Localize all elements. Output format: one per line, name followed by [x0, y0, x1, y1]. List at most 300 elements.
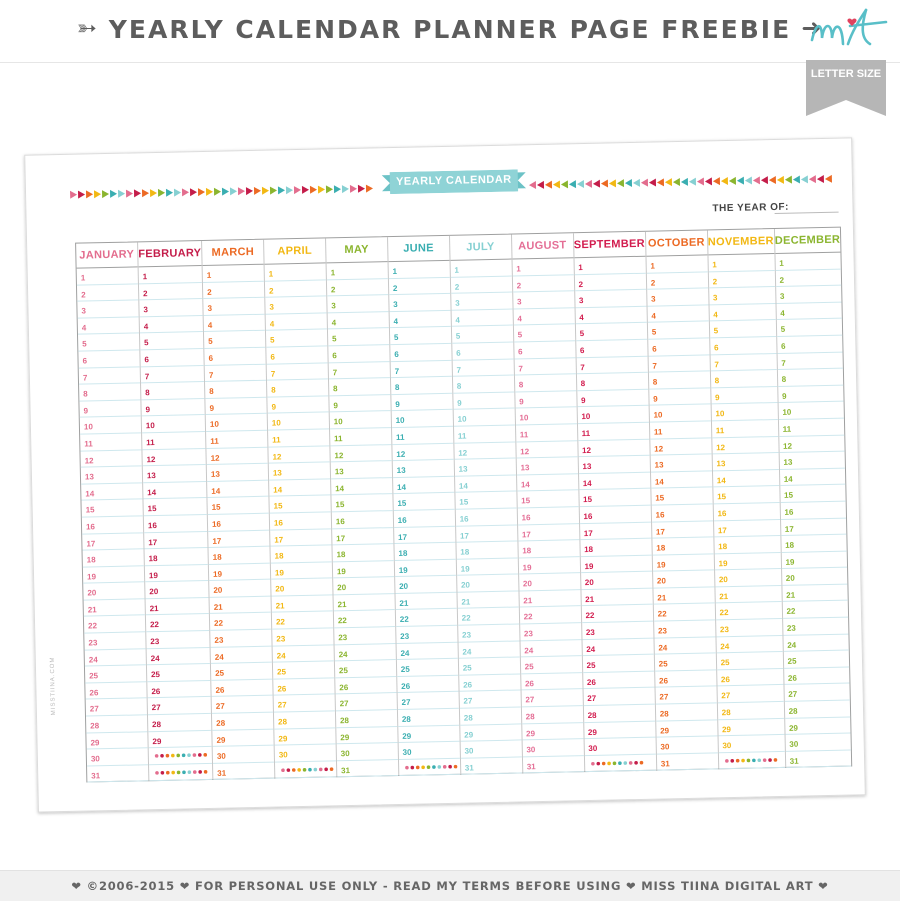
day-cell[interactable]: 25	[147, 664, 210, 682]
day-cell[interactable]: 5	[575, 323, 646, 341]
day-cell[interactable]: 21	[519, 590, 580, 608]
day-cell[interactable]: 19	[209, 563, 270, 581]
day-cell[interactable]: 24	[582, 638, 653, 656]
day-cell[interactable]: 18	[144, 548, 207, 566]
day-cell[interactable]: 24	[273, 645, 334, 663]
day-cell[interactable]: 6	[266, 346, 327, 364]
day-cell[interactable]: 23	[582, 622, 653, 640]
day-cell[interactable]: 28	[148, 714, 211, 732]
day-cell[interactable]: 23	[84, 632, 145, 650]
day-cell[interactable]: 16	[713, 503, 779, 521]
day-cell[interactable]: 4	[327, 312, 388, 330]
day-cell[interactable]: 7	[710, 354, 776, 372]
day-cell[interactable]: 25	[655, 654, 716, 672]
day-cell[interactable]: 27	[335, 693, 396, 711]
day-cell[interactable]: 6	[576, 340, 647, 358]
day-cell[interactable]: 20	[782, 568, 848, 586]
day-cell[interactable]: 31	[461, 757, 522, 775]
day-cell[interactable]: 25	[459, 658, 520, 676]
day-cell[interactable]: 12	[650, 438, 711, 456]
day-cell[interactable]: 18	[209, 547, 270, 565]
day-cell[interactable]: 6	[710, 337, 776, 355]
day-cell[interactable]: 29	[336, 727, 397, 745]
day-cell[interactable]: 31	[657, 753, 718, 771]
day-cell[interactable]: 5	[390, 327, 451, 345]
day-cell[interactable]: 22	[210, 613, 271, 631]
day-cell[interactable]: 30	[785, 734, 851, 752]
day-cell[interactable]: 26	[655, 670, 716, 688]
day-cell[interactable]: 2	[327, 279, 388, 297]
day-cell[interactable]: 30	[337, 743, 398, 761]
day-cell[interactable]: 23	[334, 627, 395, 645]
day-cell[interactable]: 12	[392, 443, 453, 461]
day-cell[interactable]: 13	[650, 455, 711, 473]
day-cell[interactable]: 4	[266, 313, 327, 331]
day-cell[interactable]: 13	[779, 452, 845, 470]
day-cell[interactable]: 2	[708, 271, 774, 289]
day-cell[interactable]: 17	[456, 525, 517, 543]
day-cell[interactable]: 8	[205, 381, 266, 399]
day-cell[interactable]: 11	[142, 432, 205, 450]
day-cell[interactable]: 16	[82, 516, 143, 534]
day-cell[interactable]: 9	[453, 392, 514, 410]
day-cell[interactable]: 16	[517, 507, 578, 525]
day-cell[interactable]: 3	[513, 291, 574, 309]
day-cell[interactable]: 20	[395, 576, 456, 594]
day-cell[interactable]: 12	[578, 439, 649, 457]
day-cell[interactable]: 23	[458, 625, 519, 643]
day-cell[interactable]: 5	[776, 319, 842, 337]
day-cell[interactable]: 6	[78, 350, 139, 368]
day-cell[interactable]: 20	[519, 573, 580, 591]
day-cell[interactable]: 26	[459, 674, 520, 692]
day-cell[interactable]: 29	[274, 728, 335, 746]
day-cell[interactable]: 17	[332, 528, 393, 546]
day-cell[interactable]: 12	[268, 446, 329, 464]
day-cell[interactable]: 5	[648, 322, 709, 340]
day-cell[interactable]: 25	[582, 655, 653, 673]
day-cell[interactable]: 25	[335, 660, 396, 678]
day-cell[interactable]: 4	[513, 308, 574, 326]
day-cell[interactable]: 28	[784, 701, 850, 719]
day-cell[interactable]: 20	[715, 569, 781, 587]
day-cell[interactable]: 12	[779, 435, 845, 453]
day-cell[interactable]: 3	[327, 295, 388, 313]
day-cell[interactable]: 4	[204, 315, 265, 333]
day-cell[interactable]: 29	[522, 723, 583, 741]
day-cell[interactable]: 26	[335, 677, 396, 695]
day-cell[interactable]: 27	[148, 697, 211, 715]
day-cell[interactable]: 2	[451, 276, 512, 294]
day-cell[interactable]: 27	[521, 690, 582, 708]
day-cell[interactable]: 6	[514, 341, 575, 359]
day-cell[interactable]: 1	[450, 260, 511, 278]
day-cell[interactable]: 11	[516, 424, 577, 442]
day-cell[interactable]: 17	[518, 524, 579, 542]
day-cell[interactable]: 26	[211, 679, 272, 697]
day-cell[interactable]: 14	[517, 474, 578, 492]
day-cell[interactable]: 16	[780, 502, 846, 520]
day-cell[interactable]: 19	[457, 558, 518, 576]
day-cell[interactable]: 15	[393, 493, 454, 511]
day-cell[interactable]: 8	[267, 380, 328, 398]
day-cell[interactable]: 9	[391, 394, 452, 412]
day-cell[interactable]: 14	[207, 480, 268, 498]
day-cell[interactable]: 6	[648, 338, 709, 356]
day-cell[interactable]: 18	[332, 544, 393, 562]
day-cell[interactable]: 16	[332, 511, 393, 529]
day-cell[interactable]: 17	[394, 526, 455, 544]
day-cell[interactable]: 10	[142, 415, 205, 433]
day-cell[interactable]: 4	[451, 309, 512, 327]
day-cell[interactable]: 27	[717, 685, 783, 703]
day-cell[interactable]: 22	[782, 601, 848, 619]
day-cell[interactable]: 1	[512, 258, 573, 276]
day-cell[interactable]: 11	[454, 425, 515, 443]
day-cell[interactable]: 21	[84, 599, 145, 617]
day-cell[interactable]: 10	[778, 402, 844, 420]
day-cell[interactable]: 15	[579, 489, 650, 507]
day-cell[interactable]: 22	[396, 609, 457, 627]
day-cell[interactable]: 10	[515, 408, 576, 426]
day-cell[interactable]: 8	[391, 377, 452, 395]
day-cell[interactable]: 15	[780, 485, 846, 503]
day-cell[interactable]: 2	[775, 269, 841, 287]
day-cell[interactable]: 9	[649, 388, 710, 406]
day-cell[interactable]: 7	[514, 358, 575, 376]
day-cell[interactable]: 27	[212, 696, 273, 714]
day-cell[interactable]: 10	[577, 406, 648, 424]
day-cell[interactable]: 24	[85, 649, 146, 667]
day-cell[interactable]: 19	[652, 554, 713, 572]
day-cell[interactable]: 7	[452, 359, 513, 377]
day-cell[interactable]: 21	[210, 597, 271, 615]
day-cell[interactable]: 7	[205, 364, 266, 382]
day-cell[interactable]: 19	[145, 565, 208, 583]
day-cell[interactable]: 2	[203, 281, 264, 299]
day-cell[interactable]: 19	[271, 562, 332, 580]
day-cell[interactable]: 7	[79, 367, 140, 385]
day-cell[interactable]: 24	[211, 646, 272, 664]
day-cell[interactable]: 6	[140, 349, 203, 367]
day-cell[interactable]: 8	[141, 382, 204, 400]
day-cell[interactable]: 18	[456, 542, 517, 560]
day-cell[interactable]: 3	[709, 287, 775, 305]
day-cell[interactable]: 1	[646, 255, 707, 273]
day-cell[interactable]: 16	[208, 514, 269, 532]
day-cell[interactable]: 26	[521, 673, 582, 691]
day-cell[interactable]: 27	[86, 699, 147, 717]
day-cell[interactable]: 18	[580, 539, 651, 557]
day-cell[interactable]: 23	[654, 620, 715, 638]
day-cell[interactable]: 14	[579, 472, 650, 490]
day-cell[interactable]: 13	[393, 460, 454, 478]
day-cell[interactable]: 22	[146, 614, 209, 632]
day-cell[interactable]: 14	[651, 471, 712, 489]
day-cell[interactable]: 8	[515, 374, 576, 392]
day-cell[interactable]: 5	[266, 330, 327, 348]
day-cell[interactable]: 14	[269, 479, 330, 497]
day-cell[interactable]: 1	[775, 253, 841, 271]
day-cell[interactable]: 2	[513, 275, 574, 293]
day-cell[interactable]: 27	[784, 684, 850, 702]
day-cell[interactable]: 22	[519, 607, 580, 625]
day-cell[interactable]: 24	[783, 634, 849, 652]
day-cell[interactable]: 15	[143, 498, 206, 516]
day-cell[interactable]: 19	[580, 555, 651, 573]
day-cell[interactable]: 13	[712, 453, 778, 471]
day-cell[interactable]: 26	[583, 671, 654, 689]
day-cell[interactable]: 20	[209, 580, 270, 598]
day-cell[interactable]: 11	[392, 427, 453, 445]
day-cell[interactable]: 29	[460, 724, 521, 742]
day-cell[interactable]: 22	[715, 602, 781, 620]
day-cell[interactable]: 28	[583, 705, 654, 723]
year-of-line[interactable]	[775, 212, 839, 214]
day-cell[interactable]: 18	[394, 543, 455, 561]
day-cell[interactable]: 8	[453, 376, 514, 394]
day-cell[interactable]: 13	[207, 464, 268, 482]
day-cell[interactable]: 1	[139, 266, 202, 284]
day-cell[interactable]: 7	[777, 352, 843, 370]
day-cell[interactable]: 6	[390, 344, 451, 362]
day-cell[interactable]: 3	[451, 293, 512, 311]
day-cell[interactable]: 15	[651, 488, 712, 506]
day-cell[interactable]: 25	[211, 663, 272, 681]
day-cell[interactable]: 2	[574, 273, 645, 291]
day-cell[interactable]: 14	[780, 468, 846, 486]
day-cell[interactable]: 28	[522, 706, 583, 724]
day-cell[interactable]: 30	[275, 745, 336, 763]
day-cell[interactable]: 15	[81, 500, 142, 518]
day-cell[interactable]: 18	[714, 536, 780, 554]
day-cell[interactable]: 5	[140, 332, 203, 350]
day-cell[interactable]: 27	[583, 688, 654, 706]
day-cell[interactable]: 6	[204, 348, 265, 366]
day-cell[interactable]: 29	[148, 731, 211, 749]
day-cell[interactable]: 8	[649, 372, 710, 390]
day-cell[interactable]: 11	[268, 429, 329, 447]
day-cell[interactable]: 23	[716, 619, 782, 637]
day-cell[interactable]: 29	[212, 729, 273, 747]
day-cell[interactable]: 28	[336, 710, 397, 728]
day-cell[interactable]: 31	[786, 750, 852, 768]
day-cell[interactable]: 17	[652, 521, 713, 539]
day-cell[interactable]: 1	[77, 267, 138, 285]
day-cell[interactable]: 1	[265, 263, 326, 281]
day-cell[interactable]: 10	[268, 413, 329, 431]
day-cell[interactable]: 5	[204, 331, 265, 349]
day-cell[interactable]: 13	[331, 461, 392, 479]
day-cell[interactable]: 11	[578, 423, 649, 441]
day-cell[interactable]: 14	[455, 475, 516, 493]
day-cell[interactable]: 25	[85, 666, 146, 684]
day-cell[interactable]: 2	[389, 277, 450, 295]
day-cell[interactable]: 1	[574, 257, 645, 275]
day-cell[interactable]: 7	[267, 363, 328, 381]
day-cell[interactable]: 22	[84, 616, 145, 634]
day-cell[interactable]: 20	[271, 579, 332, 597]
day-cell[interactable]: 7	[576, 356, 647, 374]
day-cell[interactable]: 25	[273, 662, 334, 680]
day-cell[interactable]: 31	[87, 765, 148, 783]
day-cell[interactable]: 25	[397, 659, 458, 677]
day-cell[interactable]: 28	[656, 703, 717, 721]
day-cell[interactable]: 3	[77, 301, 138, 319]
day-cell[interactable]: 13	[516, 457, 577, 475]
day-cell[interactable]: 27	[655, 687, 716, 705]
day-cell[interactable]: 17	[208, 530, 269, 548]
day-cell[interactable]: 25	[521, 656, 582, 674]
day-cell[interactable]: 1	[708, 254, 774, 272]
day-cell[interactable]: 9	[141, 399, 204, 417]
day-cell[interactable]: 12	[516, 441, 577, 459]
day-cell[interactable]: 13	[454, 459, 515, 477]
day-cell[interactable]: 16	[579, 506, 650, 524]
day-cell[interactable]: 5	[514, 325, 575, 343]
day-cell[interactable]: 15	[331, 494, 392, 512]
day-cell[interactable]: 17	[82, 533, 143, 551]
day-cell[interactable]: 17	[781, 518, 847, 536]
day-cell[interactable]: 13	[578, 456, 649, 474]
day-cell[interactable]: 24	[396, 642, 457, 660]
day-cell[interactable]: 13	[81, 466, 142, 484]
day-cell[interactable]: 24	[716, 636, 782, 654]
day-cell[interactable]: 29	[718, 719, 784, 737]
day-cell[interactable]: 19	[781, 551, 847, 569]
day-cell[interactable]: 28	[212, 713, 273, 731]
day-cell[interactable]: 29	[584, 721, 655, 739]
day-cell[interactable]: 15	[455, 492, 516, 510]
day-cell[interactable]: 18	[83, 549, 144, 567]
day-cell[interactable]: 6	[452, 342, 513, 360]
day-cell[interactable]: 9	[577, 389, 648, 407]
day-cell[interactable]: 1	[326, 262, 387, 280]
day-cell[interactable]: 21	[333, 594, 394, 612]
day-cell[interactable]: 20	[457, 575, 518, 593]
day-cell[interactable]: 10	[206, 414, 267, 432]
day-cell[interactable]: 19	[333, 561, 394, 579]
day-cell[interactable]: 30	[718, 735, 784, 753]
day-cell[interactable]: 15	[517, 491, 578, 509]
day-cell[interactable]: 18	[518, 540, 579, 558]
day-cell[interactable]: 30	[398, 742, 459, 760]
day-cell[interactable]: 8	[711, 370, 777, 388]
day-cell[interactable]: 19	[714, 553, 780, 571]
day-cell[interactable]: 15	[207, 497, 268, 515]
day-cell[interactable]: 30	[87, 748, 148, 766]
day-cell[interactable]: 21	[715, 586, 781, 604]
day-cell[interactable]: 10	[80, 417, 141, 435]
day-cell[interactable]: 30	[522, 739, 583, 757]
day-cell[interactable]: 27	[397, 692, 458, 710]
day-cell[interactable]: 17	[714, 519, 780, 537]
day-cell[interactable]: 28	[460, 707, 521, 725]
day-cell[interactable]: 7	[390, 360, 451, 378]
day-cell[interactable]: 26	[397, 676, 458, 694]
day-cell[interactable]: 12	[712, 437, 778, 455]
day-cell[interactable]: 14	[143, 482, 206, 500]
day-cell[interactable]: 1	[388, 261, 449, 279]
day-cell[interactable]: 26	[273, 678, 334, 696]
day-cell[interactable]: 18	[781, 535, 847, 553]
day-cell[interactable]: 1	[203, 265, 264, 283]
day-cell[interactable]: 31	[337, 760, 398, 778]
day-cell[interactable]: 11	[80, 433, 141, 451]
day-cell[interactable]: 27	[459, 691, 520, 709]
day-cell[interactable]: 15	[713, 486, 779, 504]
day-cell[interactable]: 3	[389, 294, 450, 312]
day-cell[interactable]: 8	[577, 373, 648, 391]
day-cell[interactable]: 28	[718, 702, 784, 720]
day-cell[interactable]: 21	[395, 593, 456, 611]
day-cell[interactable]: 26	[85, 682, 146, 700]
day-cell[interactable]: 4	[776, 302, 842, 320]
day-cell[interactable]: 17	[144, 531, 207, 549]
day-cell[interactable]: 10	[649, 405, 710, 423]
day-cell[interactable]: 25	[783, 651, 849, 669]
day-cell[interactable]: 26	[717, 669, 783, 687]
day-cell[interactable]: 22	[334, 611, 395, 629]
day-cell[interactable]: 20	[581, 572, 652, 590]
day-cell[interactable]: 9	[711, 387, 777, 405]
day-cell[interactable]: 14	[393, 477, 454, 495]
day-cell[interactable]: 16	[651, 504, 712, 522]
day-cell[interactable]: 26	[147, 681, 210, 699]
day-cell[interactable]: 22	[581, 605, 652, 623]
day-cell[interactable]: 3	[265, 297, 326, 315]
day-cell[interactable]: 16	[144, 515, 207, 533]
day-cell[interactable]: 12	[330, 445, 391, 463]
day-cell[interactable]: 23	[783, 618, 849, 636]
day-cell[interactable]: 4	[389, 311, 450, 329]
day-cell[interactable]: 28	[274, 711, 335, 729]
day-cell[interactable]: 10	[453, 409, 514, 427]
day-cell[interactable]: 12	[80, 450, 141, 468]
day-cell[interactable]: 8	[79, 384, 140, 402]
day-cell[interactable]: 16	[394, 510, 455, 528]
day-cell[interactable]: 20	[83, 583, 144, 601]
day-cell[interactable]: 12	[454, 442, 515, 460]
day-cell[interactable]: 13	[269, 463, 330, 481]
day-cell[interactable]: 9	[778, 385, 844, 403]
day-cell[interactable]: 29	[398, 725, 459, 743]
day-cell[interactable]: 2	[647, 272, 708, 290]
day-cell[interactable]: 30	[213, 746, 274, 764]
day-cell[interactable]: 21	[145, 598, 208, 616]
day-cell[interactable]: 18	[270, 545, 331, 563]
day-cell[interactable]: 20	[145, 581, 208, 599]
day-cell[interactable]: 4	[575, 307, 646, 325]
day-cell[interactable]: 7	[648, 355, 709, 373]
day-cell[interactable]: 26	[784, 667, 850, 685]
day-cell[interactable]: 11	[330, 428, 391, 446]
day-cell[interactable]: 24	[654, 637, 715, 655]
day-cell[interactable]: 9	[329, 395, 390, 413]
day-cell[interactable]: 5	[452, 326, 513, 344]
day-cell[interactable]: 23	[272, 628, 333, 646]
day-cell[interactable]: 19	[395, 559, 456, 577]
day-cell[interactable]: 7	[329, 362, 390, 380]
day-cell[interactable]: 21	[653, 587, 714, 605]
day-cell[interactable]: 8	[778, 369, 844, 387]
day-cell[interactable]: 21	[581, 589, 652, 607]
day-cell[interactable]: 11	[206, 431, 267, 449]
day-cell[interactable]: 21	[782, 584, 848, 602]
day-cell[interactable]: 29	[86, 732, 147, 750]
day-cell[interactable]: 12	[206, 447, 267, 465]
day-cell[interactable]: 28	[398, 709, 459, 727]
